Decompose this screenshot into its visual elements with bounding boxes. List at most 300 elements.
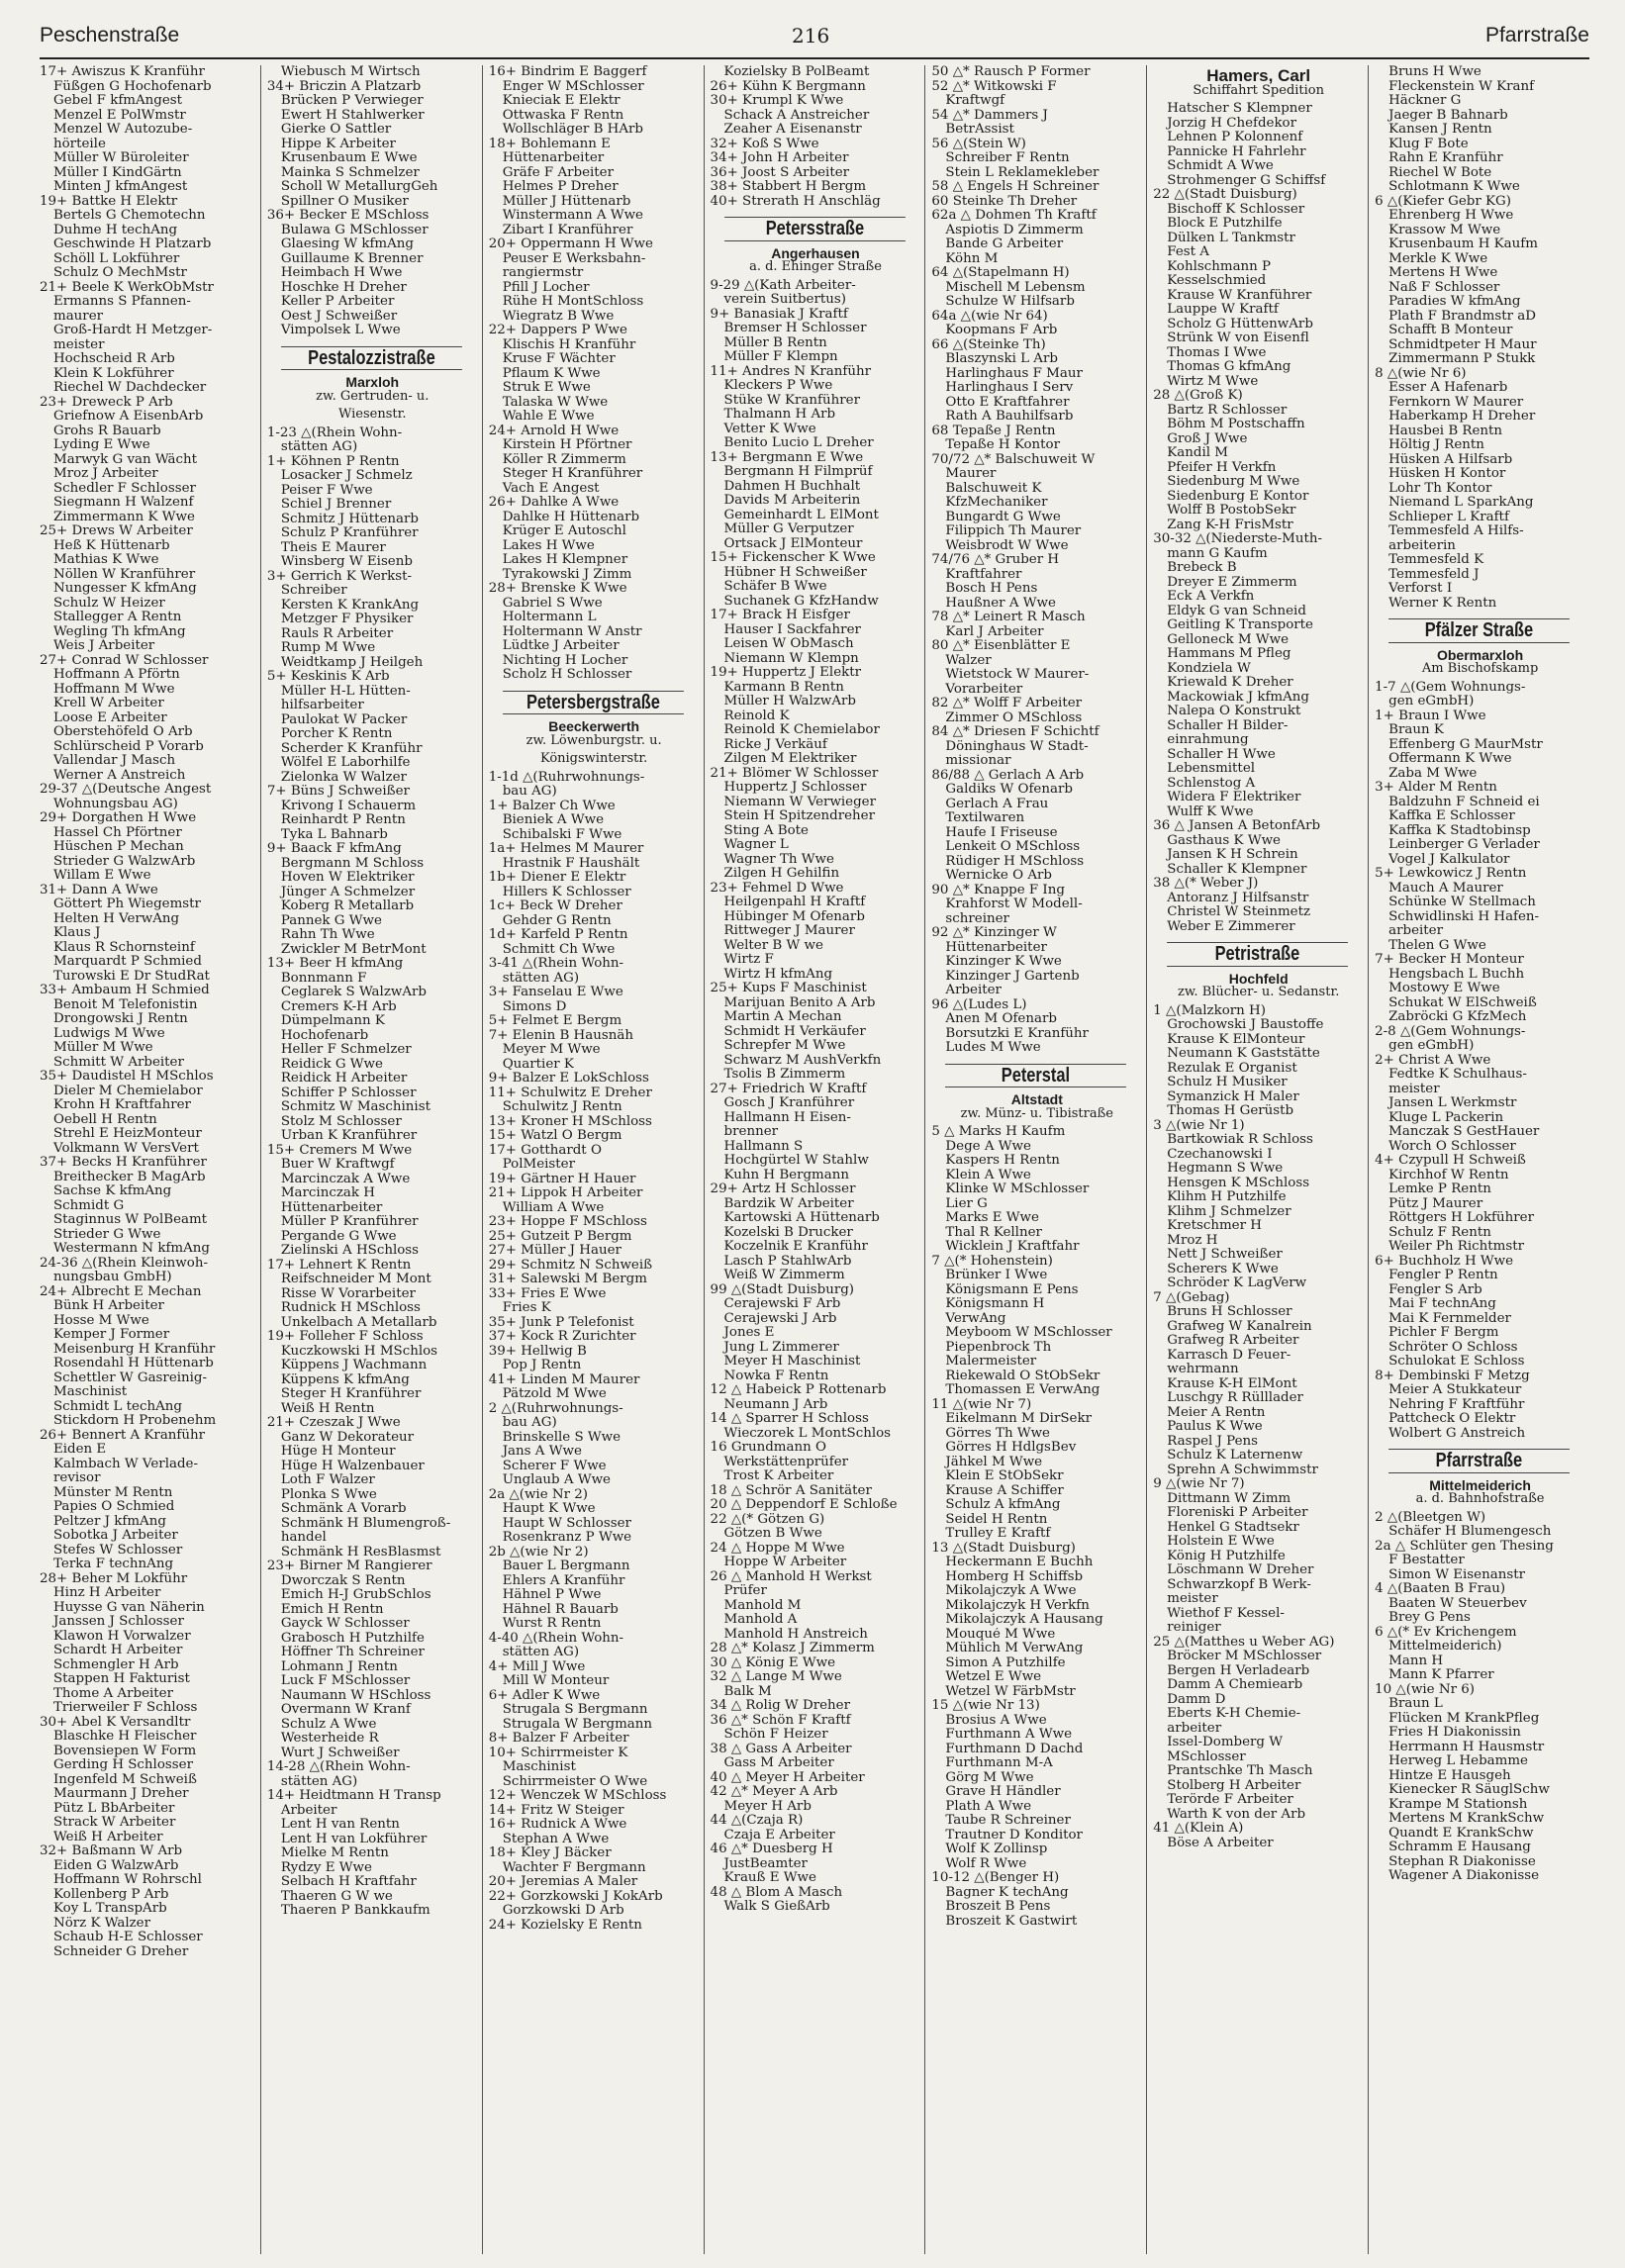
directory-entry: Broszeit K Gastwirt [945,1914,1078,1929]
directory-entry: stätten AG) [280,1774,358,1789]
directory-entry: Temmesfeld A Hilfs- [1388,524,1524,538]
directory-entry: Schwarz M AushVerkfn [723,1053,882,1068]
directory-entry: 11 △(wie Nr 7) [931,1397,1032,1412]
directory-entry: 3+ Fanselau E Wwe [488,986,623,999]
directory-entry: Vogel J Kalkulator [1388,852,1510,867]
directory-entry: Müller F Klempn [723,350,838,364]
directory-entry: 41+ Linden M Maurer [488,1372,640,1387]
directory-entry: Schirrmeister O Wwe [502,1774,648,1789]
directory-entry: Bertels G Chemotechn [53,209,206,223]
directory-entry: 19+ Gärtner H Hauer [488,1172,636,1186]
directory-entry: meister [53,337,105,352]
directory-entry: Naß F Schlosser [1388,280,1500,295]
directory-entry: 17+ Gotthardt O [488,1143,602,1158]
directory-entry: einrahmung [1167,733,1249,747]
directory-entry: Kaspers H Rentn [945,1154,1060,1168]
street-range: zw. Löwenburgstr. u. [526,732,662,748]
directory-entry: Mikolajczyk H Verkfn [945,1598,1090,1613]
directory-entry: Prüfer [723,1584,767,1598]
directory-entry: Geitling K Transporte [1167,618,1313,632]
directory-entry: Anen M Ofenarb [945,1012,1057,1026]
directory-entry: Turowski E Dr StudRat [53,969,210,984]
directory-entry: Vallendar J Masch [53,754,176,768]
directory-entry: 24+ Arnold H Wwe [488,424,620,438]
directory-entry: 20+ Oppermann H Wwe [488,237,653,251]
directory-entry: 28+ Brenske K Wwe [488,582,627,596]
directory-entry: Hauser I Sackfahrer [723,622,861,637]
directory-entry: 22+ Dappers P Wwe [488,324,627,337]
directory-entry: Karl J Arbeiter [945,624,1044,639]
directory-entry: Jorzig H Chefdekor [1167,116,1297,131]
directory-entry: 7 △(Gebag) [1153,1290,1230,1305]
directory-entry: 21+ Blömer W Schlosser [710,766,879,781]
directory-entry: Pütz L BbArbeiter [53,1801,175,1816]
directory-entry: Werner A Anstreich [53,768,186,783]
directory-entry: Czechanowski I [1167,1147,1273,1162]
directory-entry: 25 △(Matthes u Weber AG) [1153,1635,1335,1650]
directory-entry: Haufe I Friseuse [945,825,1058,840]
directory-entry: Niemann W Klempn [723,651,859,666]
directory-entry: Bünk H Arbeiter [53,1299,164,1313]
directory-entry: 20+ Jeremias A Maler [488,1875,638,1889]
directory-entry: Dege A Wwe [945,1139,1031,1154]
directory-entry: Pfill J Locher [502,280,590,295]
directory-entry: Symanzick H Maler [1167,1089,1299,1104]
directory-entry: Bartkowiak R Schloss [1167,1133,1313,1147]
directory-entry: Fengler S Arb [1388,1282,1482,1297]
directory-entry: Klinke W MSchlosser [945,1182,1090,1196]
directory-entry: Mikolajczyk A Wwe [945,1584,1077,1598]
directory-entry: Brosius A Wwe [945,1713,1047,1728]
directory-entry: Cerajewski F Arb [723,1297,841,1311]
directory-entry: Zielinski A HSchloss [280,1244,420,1258]
directory-entry: Müller B Rentn [723,335,827,350]
street-range: zw. Münz- u. Tibistraße [960,1105,1113,1121]
directory-entry: Bröcker M MSchlosser [1167,1650,1322,1663]
directory-entry: Wagener A Diakonisse [1388,1869,1540,1883]
directory-entry: Ottwaska F Rentn [502,108,624,123]
directory-entry: 99 △(Stadt Duisburg) [710,1282,855,1297]
directory-entry: Emich H-J GrubSchlos [280,1588,431,1602]
district-name: Obermarxloh [1436,646,1524,663]
directory-entry: Bande G Arbeiter [945,237,1064,251]
directory-entry: Dülken L Tankmstr [1167,231,1295,245]
directory-entry: Risse W Vorarbeiter [280,1286,416,1301]
directory-entry: Schlotmann K Wwe [1388,180,1520,194]
directory-entry: 1+ Braun I Wwe [1375,709,1486,723]
directory-entry: Janssen J Schlosser [53,1615,184,1629]
directory-entry: 30+ Krumpl K Wwe [710,94,844,108]
directory-entry: Kinzinger J Gartenb [945,969,1080,984]
directory-entry: Wollschläger B HArb [502,123,644,137]
directory-entry: Eck A Verkfn [1167,590,1255,604]
directory-entry: Kraftwgf [945,94,1005,108]
directory-entry: Tyrakowski J Zimm [502,567,632,582]
directory-entry: Dieler M Chemielabor [53,1084,203,1098]
street-heading: Pestalozzistraße [281,346,462,371]
directory-entry: Marquardt P Schmied [53,955,202,969]
directory-entry: Bonnmann F [280,971,367,986]
directory-entry: 25+ Kups F Maschinist [710,982,867,995]
directory-entry: Thome A Arbeiter [53,1686,173,1701]
directory-entry: Floreniski P Arbeiter [1167,1506,1308,1520]
directory-entry: Schmitt Ch Wwe [502,942,616,957]
directory-entry: Pergande G Wwe [280,1229,397,1244]
directory-entry: Baaten W Steuerbev [1388,1596,1527,1611]
directory-entry: Heller F Schmelzer [280,1043,412,1057]
directory-entry: Harlinghaus F Maur [945,366,1083,381]
directory-entry: Mielke M Rentn [280,1846,389,1860]
directory-entry: Schöll L Lokführer [53,251,180,266]
directory-entry: 1-23 △(Rhein Wohn- [266,425,403,440]
directory-entry: Strack W Arbeiter [53,1816,176,1830]
directory-entry: Marwyk G van Wächt [53,452,197,467]
directory-entry: Krohn H Kraftfahrer [53,1098,191,1112]
directory-entry: 4+ Czypull H Schweiß [1375,1154,1526,1168]
directory-entry: Reidick H Arbeiter [280,1072,408,1086]
directory-entry: Sprehn A Schwimmstr [1167,1463,1318,1477]
directory-entry: arbeiter [1167,1721,1222,1736]
directory-entry: 1-7 △(Gem Wohnungs- [1375,680,1526,695]
directory-entry: Minten J kfmAngest [53,180,188,194]
directory-entry: Stein H Spitzendreher [723,809,875,823]
directory-entry: 2b △(wie Nr 2) [488,1545,589,1559]
directory-entry: Schulokat E Schloss [1388,1355,1525,1369]
directory-entry: Welter B W we [723,938,823,953]
directory-entry: Höltig J Rentn [1388,438,1484,452]
directory-entry: bau AG) [502,1416,557,1430]
directory-entry: Temmesfeld K [1388,553,1484,567]
directory-entry: Trulley E Kraftf [945,1527,1051,1541]
directory-entry: Schukat W ElSchweiß [1388,995,1537,1010]
directory-entry: 1c+ Beck W Dreher [488,899,622,913]
directory-entry: Hoppe W Arbeiter [723,1556,847,1569]
directory-entry: 40+ Strerath H Anschläg [710,194,881,209]
directory-entry: Münster M Rentn [53,1485,173,1500]
directory-entry: Wurt J Schweißer [280,1746,400,1760]
directory-entry: Lent H van Rentn [280,1818,400,1832]
directory-entry: 7+ Elenin B Hausnäh [488,1028,633,1043]
directory-entry: Bruns H Schlosser [1167,1305,1292,1319]
directory-entry: Menzel E PolWmstr [53,108,186,123]
directory-entry: Fries H Diakonissin [1388,1726,1521,1740]
directory-entry: Temmesfeld J [1388,567,1480,582]
directory-entry: Leinberger G Verlader [1388,838,1540,852]
directory-entry: Mai F technAng [1388,1297,1496,1311]
directory-entry: Schmitz W Maschinist [280,1100,430,1114]
directory-entry: Fedtke K Schulhaus- [1388,1068,1527,1082]
directory-entry: 10 △(wie Nr 6) [1375,1682,1475,1697]
directory-entry: Stefes W Schlosser [53,1543,183,1558]
directory-entry: Klug F Bote [1388,137,1469,151]
directory-entry: Sting A Bote [723,823,809,838]
directory-entry: 24+ Kozielsky E Rentn [488,1918,642,1933]
directory-entry: Kluge L Packerin [1388,1110,1504,1125]
directory-entry: Zabröcki G KfzMech [1388,1010,1527,1024]
directory-entry: Mathias K Wwe [53,553,159,567]
directory-entry: 30-32 △(Niederste-Muth- [1153,532,1323,546]
directory-entry: Zwickler M BetrMont [280,942,427,957]
directory-entry: Benoit M Telefonistin [53,997,198,1012]
directory-entry: Bungardt G Wwe [945,510,1061,524]
directory-entry: Oest J Schweißer [280,309,398,324]
directory-columns [40,65,1589,2254]
directory-entry: Niemand L SparkAng [1388,496,1534,510]
directory-entry: Glaesing W kfmAng [280,237,414,251]
directory-entry: 52 △* Witkowski F [931,79,1057,94]
directory-entry: Knieciak E Elektr [502,94,621,108]
directory-entry: Wahle E Wwe [502,410,595,424]
directory-entry: 70/72 △* Balschuweit W [931,452,1096,467]
directory-entry: Loth F Walzer [280,1473,375,1487]
directory-entry: Schröder K LagVerw [1167,1276,1307,1290]
directory-entry: Krause K-H ElMont [1167,1376,1297,1391]
directory-entry: Köhn M [945,251,999,266]
directory-entry: meister [1388,1082,1440,1096]
directory-entry: Dittmann W Zimm [1167,1491,1291,1506]
directory-entry: Jung L Zimmerer [723,1340,839,1355]
directory-entry: Paulokat W Packer [280,712,408,727]
directory-entry: Damm A Chemiearb [1167,1678,1303,1692]
directory-entry: Wolbert G Anstreich [1388,1426,1526,1441]
directory-entry: Helmes P Dreher [502,180,619,194]
directory-entry: Bartz R Schlosser [1167,403,1288,418]
directory-entry: Zimmermann P Stukk [1388,352,1536,366]
directory-entry: Schulz K Laternenw [1167,1449,1303,1463]
directory-entry: Nungesser K kfmAng [53,582,197,596]
directory-entry: wehrmann [1167,1363,1239,1376]
directory-entry: 29+ Artz H Schlosser [710,1182,856,1196]
directory-entry: Taube R Schreiner [945,1814,1071,1828]
directory-entry: Kansen J Rentn [1388,123,1492,137]
directory-entry: 36 △* Schön F Kraftf [710,1713,851,1728]
street-range: Königswinterstr. [539,751,648,766]
directory-entry: Holtermann W Anstr [502,624,642,639]
directory-entry: Strünk W von Eisenfl [1167,331,1309,345]
directory-entry: reiniger [1167,1621,1221,1635]
directory-entry: 2a △ Schlüter gen Thesing [1375,1539,1554,1554]
directory-entry: Arbeiter [280,1803,337,1818]
directory-entry: 7 △(* Hohenstein) [931,1254,1053,1269]
directory-entry: Walk S GießArb [723,1900,830,1914]
directory-entry: Schmänk A Vorarb [280,1502,407,1516]
directory-entry: arbeiter [1388,924,1443,938]
directory-entry: 9+ Banasiak J Kraftf [710,307,848,322]
directory-entry: Bardzik W Arbeiter [723,1196,854,1211]
directory-entry: Grave H Händler [945,1785,1061,1799]
directory-entry: Kohlschmann P [1167,259,1272,274]
directory-entry: Urban K Kranführer [280,1129,418,1143]
directory-entry: Füßgen G Hochofenarb [53,79,212,94]
directory-entry: 16+ Rudnick A Wwe [488,1818,627,1832]
directory-entry: Gayck W Schlosser [280,1617,410,1631]
directory-entry: 39+ Hellwig B [488,1344,587,1359]
directory-entry: Kesselschmied [1167,274,1267,288]
directory-entry: Terka F technAng [53,1558,174,1571]
directory-entry: 23+ Fehmel D Wwe [710,881,844,896]
directory-entry: Trautner D Konditor [945,1828,1083,1843]
directory-entry: Hippe K Arbeiter [280,137,396,151]
directory-entry: Wicklein J Kraftfahr [945,1240,1080,1254]
directory-entry: Zilgen M Elektriker [723,752,857,766]
directory-entry: 34+ John H Arbeiter [710,151,849,165]
directory-entry: Rosendahl H Hüttenarb [53,1357,214,1370]
directory-entry: Damm D [1167,1692,1226,1707]
directory-entry: Schwarzkopf B Werk- [1167,1577,1311,1592]
directory-entry: Emich H Rentn [280,1602,384,1617]
directory-entry: Wirtz M Wwe [1167,374,1259,389]
directory-entry: Weber E Zimmerer [1167,919,1295,934]
directory-entry: Zielonka W Walzer [280,770,407,785]
street-heading: Petersbergstraße [503,691,684,715]
directory-entry: Neumann K Gaststätte [1167,1047,1320,1061]
directory-entry: Talaska W Wwe [502,395,609,410]
directory-entry: 17+ Awiszus K Kranführ [40,65,205,79]
directory-entry: Thelen G Wwe [1388,938,1486,953]
directory-entry: 27+ Müller J Hauer [488,1244,621,1258]
directory-entry: Schwidlinski H Hafen- [1388,909,1540,924]
directory-entry: Kozielsky B PolBeamt [723,65,870,79]
directory-entry: 40 △ Meyer H Arbeiter [710,1770,865,1785]
directory-entry: Dahlke H Hüttenarb [502,510,640,524]
directory-entry: 5+ Keskinis K Arb [266,670,390,684]
directory-entry: Bischoff K Schlosser [1167,202,1305,217]
directory-entry: 2 △(Bleetgen W) [1375,1510,1486,1525]
directory-entry: gen eGmbH) [1388,1039,1475,1053]
directory-entry: Weisbrodt W Wwe [945,538,1069,553]
directory-entry: 1+ Köhnen P Rentn [266,454,400,469]
directory-entry: 8+ Dembinski F Metzg [1375,1369,1530,1383]
directory-entry: Tepaße H Kontor [945,438,1061,452]
directory-entry: Quartier K [502,1057,574,1072]
directory-entry: Stüke W Kranführer [723,393,860,408]
directory-entry: Schedler F Schlosser [53,481,196,496]
directory-entry: Heckermann E Buchh [945,1556,1094,1569]
directory-entry: 24-36 △(Rhein Kleinwoh- [40,1256,208,1271]
directory-entry: Scherers K Wwe [1167,1262,1279,1276]
directory-entry: Lent H van Lokführer [280,1832,428,1846]
directory-entry: Meyboom W MSchlosser [945,1326,1112,1340]
directory-entry: Koy L TranspArb [53,1902,167,1916]
directory-entry: Pichler F Bergm [1388,1326,1499,1340]
directory-entry: 9+ Balzer E LokSchloss [488,1072,649,1086]
directory-entry: Ceglarek S WalzwArb [280,986,427,999]
directory-entry: Mikolajczyk A Hausang [945,1613,1103,1627]
directory-entry: Klaus R Schornsteinf [53,940,195,955]
directory-entry: 36 △ Jansen A BetonfArb [1153,819,1321,833]
directory-entry: Kartowski A Hüttenarb [723,1211,880,1225]
directory-entry: Reinold K [723,709,790,723]
directory-entry: 19+ Huppertz J Elektr [710,666,862,680]
directory-entry: Weiß H Arbeiter [53,1830,163,1844]
directory-entry: Schmidt L techAng [53,1399,182,1414]
directory-entry: 25+ Gutzeit P Bergm [488,1229,632,1244]
directory-entry: 31+ Salewski M Bergm [488,1273,647,1286]
directory-entry: Plath F Brandmstr aD [1388,309,1536,324]
directory-entry: Nörz K Walzer [53,1916,150,1931]
directory-entry: Strieder G WalzwArb [53,854,196,869]
directory-entry: 78 △* Leinert R Masch [931,611,1086,624]
directory-entry: Oebell H Rentn [53,1112,157,1127]
directory-entry: Heß K Hüttenarb [53,538,170,553]
street-heading: Petersstraße [724,217,906,241]
directory-entry: VerwAng [945,1311,1006,1326]
directory-entry: 74/76 △* Gruber H [931,553,1060,567]
directory-entry: Issel-Domberg W [1167,1736,1284,1749]
directory-entry: Ehlers A Kranführ [502,1573,625,1588]
directory-entry: Pflaum K Wwe [502,366,601,381]
directory-entry: Bergen H Verladearb [1167,1663,1310,1678]
directory-entry: Koczelnik E Kranführ [723,1240,868,1254]
directory-entry: mann G Kaufm [1167,546,1268,561]
directory-entry: Braun L [1388,1697,1443,1711]
directory-entry: Götzen B Wwe [723,1527,822,1541]
directory-entry: Mann K Pfarrer [1388,1668,1494,1682]
directory-entry: Rump M Wwe [280,641,376,655]
directory-entry: Ehrenberg H Wwe [1388,209,1514,223]
directory-entry: Mertens M KrankSchw [1388,1812,1545,1826]
directory-entry: Kienecker R SäuglSchw [1388,1783,1550,1797]
directory-entry: Müller P Kranführer [280,1215,419,1229]
directory-entry: Unkelbach A Metallarb [280,1315,437,1330]
directory-entry: Wetzel W FärbMstr [945,1684,1076,1699]
directory-entry: Ludes M Wwe [945,1041,1041,1055]
directory-entry: Bruns H Wwe [1388,65,1482,79]
directory-entry: Furthmann M-A [945,1756,1053,1770]
directory-entry: Davids M Arbeiterin [723,494,861,508]
directory-entry: Brünker I Wwe [945,1269,1048,1282]
directory-entry: Wiegratz B Wwe [502,309,615,324]
directory-entry: Schmidt A Wwe [1167,159,1274,173]
directory-entry: Gass M Arbeiter [723,1756,834,1770]
directory-entry: Gehder G Rentn [502,913,612,928]
directory-entry: Meisenburg H Kranführ [53,1342,216,1357]
directory-entry: Keller P Arbeiter [280,295,395,309]
directory-entry: Nalepa O Konstrukt [1167,705,1301,718]
directory-entry: Zaba M Wwe [1388,766,1478,781]
directory-entry: Lakes H Klempner [502,553,628,567]
directory-entry: Werner K Rentn [1388,596,1497,611]
directory-entry: Grabosch H Putzhilfe [280,1631,425,1646]
directory-entry: Griefnow A EisenbArb [53,410,204,424]
directory-entry: Ermanns S Pfannen- [53,295,191,309]
directory-entry: Lasch P StahlwArb [723,1254,852,1269]
directory-entry: Kondziela W [1167,661,1251,676]
directory-entry: Vetter K Wwe [723,422,816,436]
directory-entry: 28 △(Groß K) [1153,389,1243,403]
directory-entry: Henkel G Stadtsekr [1167,1520,1299,1535]
directory-entry: Bieniek A Wwe [502,813,605,827]
directory-entry: Wölfel E Laborhilfe [280,756,411,770]
directory-entry: 10+ Schirrmeister K [488,1746,628,1760]
directory-entry: 64 △(Stapelmann H) [931,266,1070,280]
directory-entry: Scholz G HüttenwArb [1167,317,1313,331]
directory-entry: 9-29 △(Kath Arbeiter- [710,278,856,293]
directory-entry: Luschgy R Rülllader [1167,1391,1303,1405]
directory-entry: Wurst R Rentn [502,1617,602,1631]
directory-entry: 26+ Kühn K Bergmann [710,79,866,94]
directory-entry: Schaub H-E Schlosser [53,1931,203,1944]
directory-entry: Hallmann H Eisen- [723,1110,851,1125]
page-header [40,18,1589,59]
directory-entry: Kaffka K Stadtobinsp [1388,823,1531,838]
directory-entry: Hoffmann A Pförtn [53,668,180,682]
directory-entry: Kozelski B Drucker [723,1225,853,1240]
directory-entry: Brücken P Verwieger [280,94,424,108]
directory-entry: F Bestatter [1388,1554,1465,1567]
directory-entry: Ingenfeld M Schweiß [53,1772,197,1787]
directory-entry: Klein A Wwe [945,1168,1031,1182]
